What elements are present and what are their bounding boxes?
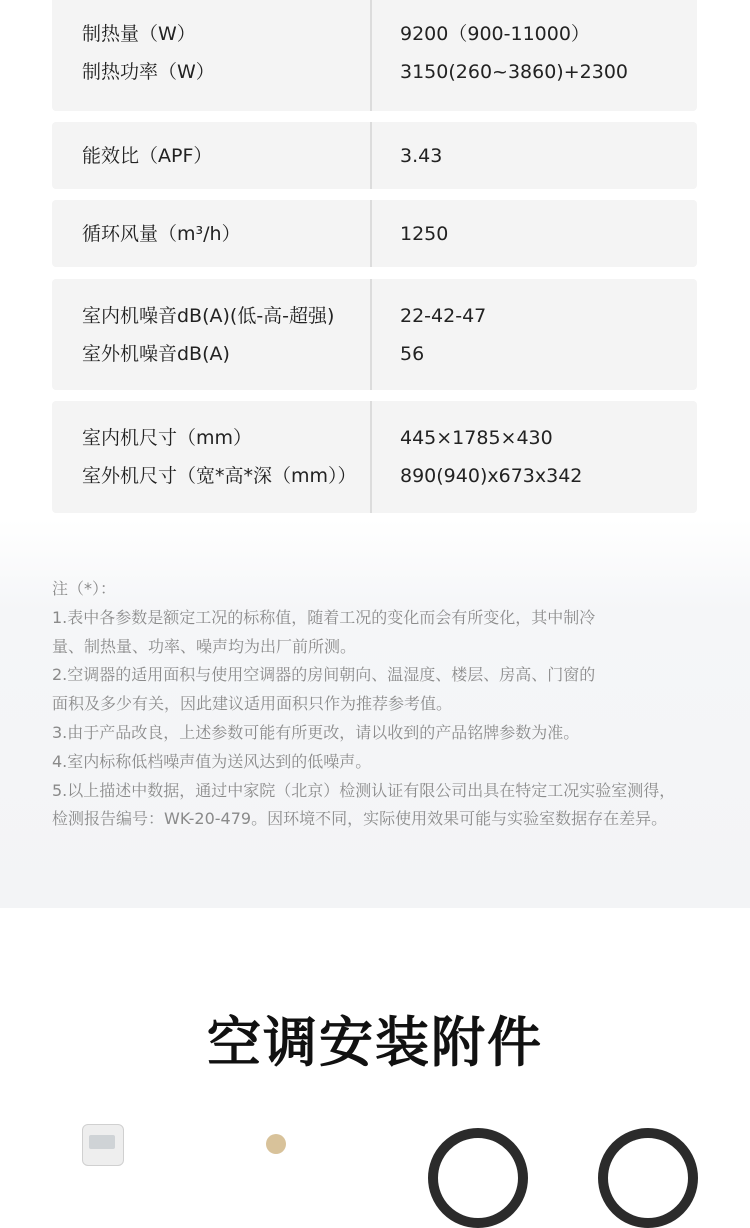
note-line: 5.以上描述中数据，通过中家院（北京）检测认证有限公司出具在特定工况实验室测得， — [52, 780, 676, 800]
spec-label-cell — [52, 0, 372, 111]
spec-label: 室外机噪音dB(A) — [82, 342, 230, 365]
spec-value-cell — [372, 122, 697, 189]
note-line: 面积及多少有关，因此建议适用面积只作为推荐参考值。 — [52, 694, 453, 714]
spec-value-cell — [372, 200, 697, 267]
spec-row-airflow — [52, 200, 697, 267]
spec-label-cell — [52, 200, 372, 267]
spec-label: 制热功率（W） — [82, 60, 215, 83]
notes-section — [0, 520, 750, 908]
note-line: 1.表中各参数是额定工况的标称值，随着工况的变化而会有所变化，其中制冷 — [52, 607, 596, 627]
note-line: 3.由于产品改良，上述参数可能有所更改，请以收到的产品铭牌参数为准。 — [52, 722, 580, 742]
spec-label: 室内机噪音dB(A)(低-高-超强) — [82, 304, 335, 327]
spec-row-dimensions — [52, 401, 697, 513]
notes-heading: 注（*）： — [52, 579, 117, 598]
spec-table — [0, 0, 750, 520]
spec-label: 循环风量（m³/h） — [82, 222, 241, 245]
note-line: 检测报告编号：WK-20-479。因环境不同，实际使用效果可能与实验室数据存在差异。 — [52, 809, 668, 829]
spec-row-noise — [52, 279, 697, 390]
hose-coil-icon — [428, 1128, 528, 1228]
spec-value: 3.43 — [400, 144, 443, 167]
spec-label-cell — [52, 122, 372, 189]
spec-label: 制热量（W） — [82, 22, 196, 45]
remote-control-icon — [82, 1124, 124, 1166]
note-line: 2.空调器的适用面积与使用空调器的房间朝向、温湿度、楼层、房高、门窗的 — [52, 665, 596, 685]
hose-coil-icon — [598, 1128, 698, 1228]
spec-value-cell — [372, 0, 697, 111]
spec-label: 室内机尺寸（mm） — [82, 427, 253, 449]
accessories-section — [0, 908, 750, 1147]
accessories-title: 空调安装附件 — [207, 1011, 543, 1074]
spec-row-heating — [52, 0, 697, 111]
spec-value: 890(940)x673x342 — [400, 465, 583, 487]
pipe-fitting-icon — [266, 1134, 286, 1154]
spec-value: 56 — [400, 342, 425, 365]
spec-label: 室外机尺寸（宽*高*深（mm）） — [82, 465, 357, 487]
spec-value-cell — [372, 401, 697, 513]
note-line: 4.室内标称低档噪声值为送风达到的低噪声。 — [52, 751, 372, 771]
spec-value: 1250 — [400, 222, 449, 245]
spec-value: 445×1785×430 — [400, 427, 553, 449]
spec-value: 9200（900-11000） — [400, 22, 590, 45]
notes-text — [52, 575, 722, 834]
spec-value: 3150(260~3860)+2300 — [400, 60, 628, 83]
spec-row-apf — [52, 122, 697, 189]
spec-label: 能效比（APF） — [82, 144, 213, 167]
spec-value-cell — [372, 279, 697, 390]
spec-label-cell — [52, 279, 372, 390]
spec-label-cell — [52, 401, 372, 513]
note-line: 量、制热量、功率、噪声均为出厂前所测。 — [52, 636, 357, 656]
spec-value: 22-42-47 — [400, 304, 487, 327]
